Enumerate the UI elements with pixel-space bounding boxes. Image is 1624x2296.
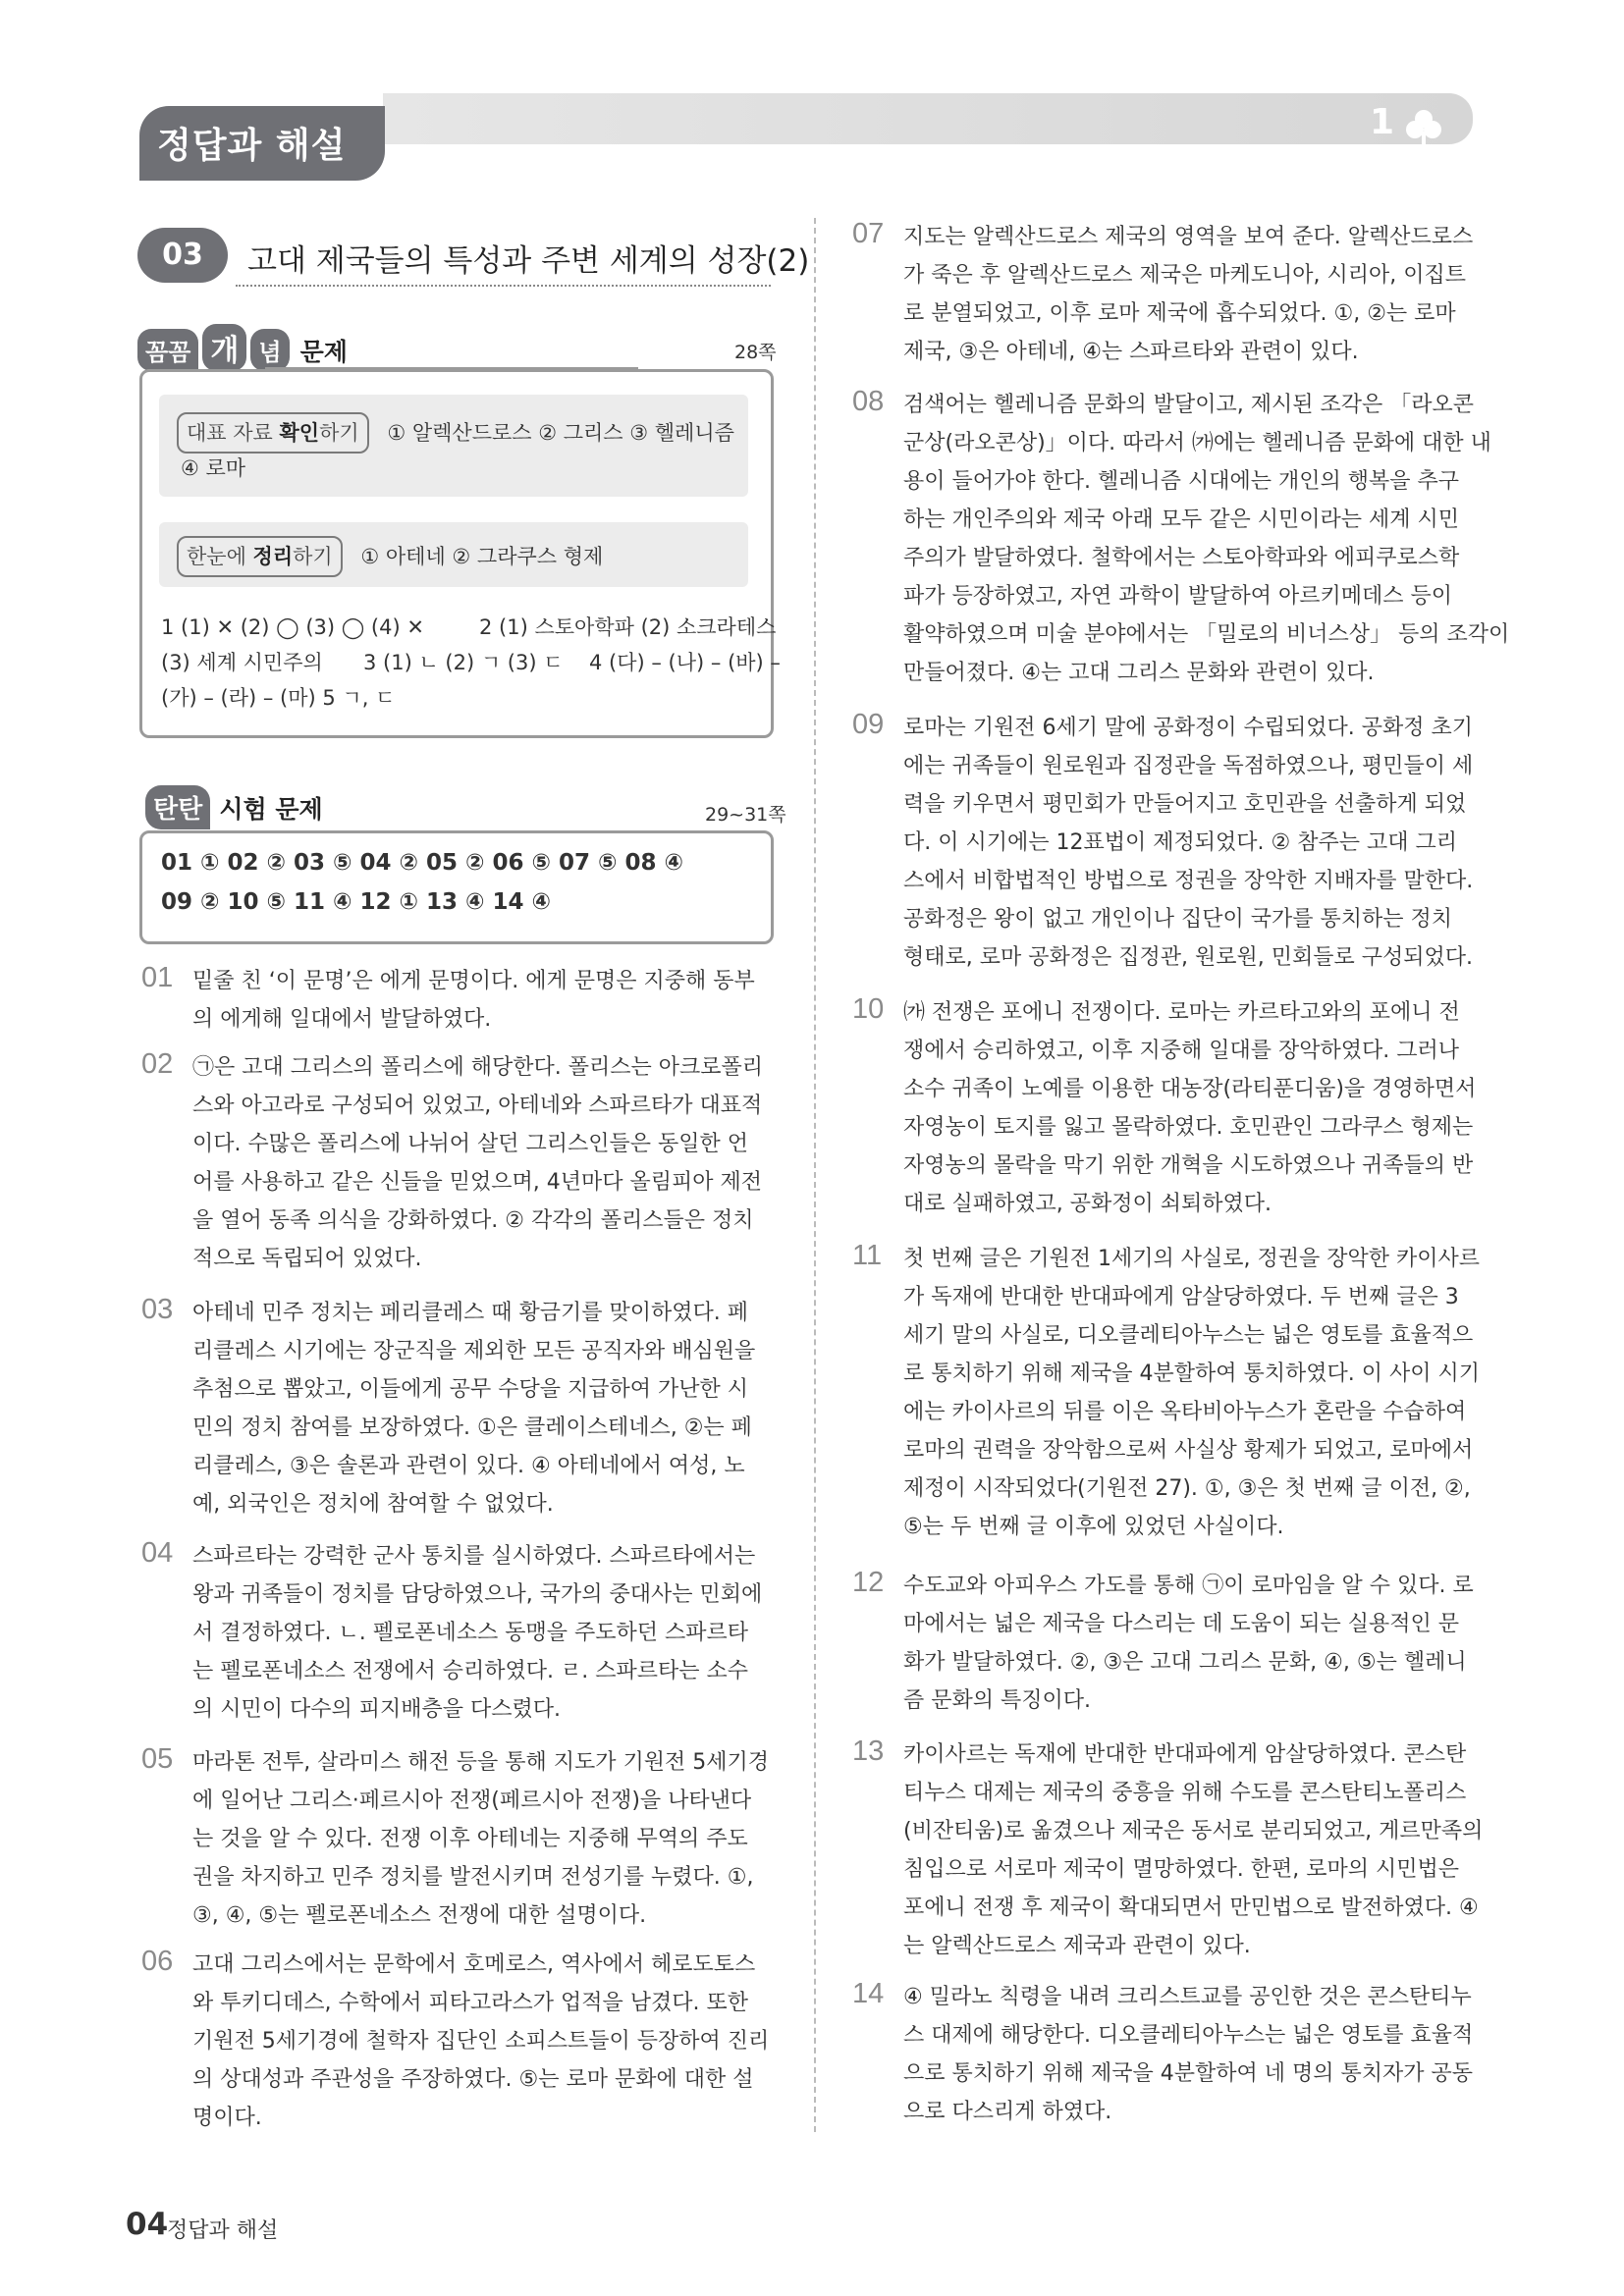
explanation-line: 에 일어난 그리스·페르시아 전쟁(페르시아 전쟁)을 나타낸다 bbox=[192, 1789, 752, 1813]
explanation-line: ㉠은 고대 그리스의 폴리스에 해당한다. 폴리스는 아크로폴리 bbox=[192, 1055, 764, 1080]
explanation-line: 에는 카이사르의 뒤를 이은 옥타비아누스가 혼란을 수습하여 bbox=[903, 1400, 1467, 1424]
explanation-line: 적으로 독립되어 있었다. bbox=[192, 1247, 422, 1271]
explanation-line: 즘 문화의 특징이다. bbox=[903, 1688, 1091, 1713]
concept-answer-3: (3) 세계 시민주의 bbox=[161, 651, 323, 674]
explanation-line: 서 결정하였다. ㄴ. 펠로폰네소스 동맹을 주도하던 스파르타 bbox=[192, 1621, 748, 1645]
explanation-line: 자영농의 몰락을 막기 위한 개혁을 시도하였으나 귀족들의 반 bbox=[903, 1153, 1474, 1178]
concept-answer-5: 4 (다) – (나) – (바) – bbox=[589, 651, 781, 674]
explanation-number: 02 bbox=[141, 1048, 174, 1080]
explanation-line: 포에니 전쟁 후 제국이 확대되면서 만민법으로 발전하였다. ④ bbox=[903, 1896, 1479, 1920]
explanation-line: 자영농이 토지를 잃고 몰락하였다. 호민관인 그라쿠스 형제는 bbox=[903, 1115, 1474, 1140]
explanation-line: 만들어졌다. ④는 고대 그리스 문화와 관련이 있다. bbox=[903, 661, 1375, 685]
concept-answer-2: 2 (1) 스토아학파 (2) 소크라테스 bbox=[479, 615, 777, 639]
explanation-line: 카이사르는 독재에 반대한 반대파에게 암살당하였다. 콘스탄 bbox=[903, 1742, 1467, 1767]
explanation-line: 마라톤 전투, 살라미스 해전 등을 통해 지도가 기원전 5세기경 bbox=[192, 1750, 769, 1775]
explanation-line: ④ 밀라노 칙령을 내려 크리스트교를 공인한 것은 콘스탄티누 bbox=[903, 1985, 1472, 2009]
explanation-line: 의 시민이 다수의 피지배층을 다스렸다. bbox=[192, 1697, 561, 1722]
explanation-line: 티누스 대제는 제국의 중흥을 위해 수도를 콘스탄티노폴리스 bbox=[903, 1781, 1467, 1805]
summary-tag: 한눈에 정리하기 bbox=[177, 536, 343, 577]
review-answer-2: ④ 로마 bbox=[181, 456, 246, 480]
section-underline bbox=[236, 285, 771, 287]
explanation-line: 쟁에서 승리하였고, 이후 지중해 일대를 장악하였다. 그러나 bbox=[903, 1039, 1459, 1063]
explanation-number: 03 bbox=[141, 1294, 174, 1325]
concept-answer-4: 3 (1) ㄴ (2) ㄱ (3) ㄷ bbox=[363, 651, 564, 674]
explanation-line: 대로 실패하였고, 공화정이 쇠퇴하였다. bbox=[903, 1192, 1272, 1216]
concept-label: 꼼꼼 개 념 문제 bbox=[137, 324, 348, 371]
explanation-text bbox=[903, 709, 1481, 977]
header-bar bbox=[383, 93, 1473, 144]
explanation-number: 01 bbox=[141, 962, 174, 993]
explanation-line: 공화정은 왕이 없고 개인이나 집단이 국가를 통치하는 정치 bbox=[903, 907, 1453, 932]
explanation-text bbox=[903, 1567, 1481, 1720]
explanation-line: 군상(라오콘상)」이다. 따라서 ㈎에는 헬레니즘 문화에 대한 내 bbox=[903, 431, 1491, 455]
footer-page-number: 04 bbox=[126, 2207, 169, 2242]
explanation-line: 력을 키우면서 평민회가 만들어지고 호민관을 선출하게 되었 bbox=[903, 792, 1467, 817]
explanation-line: 민의 정치 참여를 보장하였다. ①은 클레이스테네스, ②는 페 bbox=[192, 1415, 752, 1440]
explanation-number: 12 bbox=[852, 1567, 885, 1598]
explanation-number: 05 bbox=[141, 1743, 174, 1775]
explanation-line: 가 죽은 후 알렉산드로스 제국은 마케도니아, 시리아, 이집트 bbox=[903, 263, 1466, 288]
section-badge: 03 bbox=[137, 228, 228, 283]
explanation-number: 14 bbox=[852, 1978, 885, 2009]
explanation-line: 첫 번째 글은 기원전 1세기의 사실로, 정권을 장악한 카이사르 bbox=[903, 1247, 1480, 1271]
explanation-number: 13 bbox=[852, 1735, 885, 1767]
explanation-line: 제정이 시작되었다(기원전 27). ①, ③은 첫 번째 글 이전, ②, bbox=[903, 1476, 1471, 1501]
explanation-line: 수도교와 아피우스 가도를 통해 ㉠이 로마임을 알 수 있다. 로 bbox=[903, 1574, 1474, 1598]
explanation-text bbox=[903, 1240, 1481, 1546]
explanation-line: 침입으로 서로마 제국이 멸망하였다. 한편, 로마의 시민법은 bbox=[903, 1857, 1459, 1882]
exam-page-ref: 29~31쪽 bbox=[705, 804, 786, 826]
explanation-line: 로 분열되었고, 이후 로마 제국에 흡수되었다. ①, ②는 로마 bbox=[903, 301, 1456, 326]
explanation-line: 활약하였으며 미술 분야에서는 「밀로의 비너스상」 등의 조각이 bbox=[903, 622, 1510, 647]
explanation-line: ㈎ 전쟁은 포에니 전쟁이다. 로마는 카르타고와의 포에니 전 bbox=[903, 1000, 1460, 1025]
explanation-line: 기원전 5세기경에 철학자 집단인 소피스트들이 등장하여 진리 bbox=[192, 2029, 770, 2054]
header-number: 1 bbox=[1370, 102, 1395, 142]
explanation-line: 세기 말의 사실로, 디오클레티아누스는 넓은 영토를 효율적으 bbox=[903, 1323, 1474, 1348]
explanation-line: 아테네 민주 정치는 페리클레스 때 황금기를 맞이하였다. 페 bbox=[192, 1301, 748, 1325]
explanation-line: 권을 차지하고 민주 정치를 발전시키며 전성기를 누렸다. ①, bbox=[192, 1865, 754, 1890]
explanation-line: 와 투키디데스, 수학에서 피타고라스가 업적을 남겼다. 또한 bbox=[192, 1991, 748, 2015]
review-row bbox=[177, 412, 734, 454]
explanation-line: 다. 이 시기에는 12표법이 제정되었다. ② 참주는 고대 그리 bbox=[903, 830, 1457, 855]
explanation-line: 가 독재에 반대한 반대파에게 암살당하였다. 두 번째 글은 3 bbox=[903, 1285, 1459, 1309]
explanation-line: 명이다. bbox=[192, 2106, 262, 2130]
explanation-line: 스와 아고라로 구성되어 있었고, 아테네와 스파르타가 대표적 bbox=[192, 1094, 763, 1118]
explanation-line: 스 대제에 해당한다. 디오클레티아누스는 넓은 영토를 효율적 bbox=[903, 2023, 1474, 2048]
footer-label: 정답과 해설 bbox=[167, 2218, 279, 2243]
exam-label: 탄탄 시험 문제 bbox=[145, 785, 323, 829]
review-answer-1: ① 알렉산드로스 ② 그리스 ③ 헬레니즘 bbox=[387, 421, 734, 445]
explanation-line: 로마의 권력을 장악함으로써 사실상 황제가 되었고, 로마에서 bbox=[903, 1438, 1474, 1463]
explanation-line: 리클레스, ③은 솔론과 관련이 있다. ④ 아테네에서 여성, 노 bbox=[192, 1454, 745, 1478]
explanation-text bbox=[192, 962, 770, 1039]
review-tag: 대표 자료 확인하기 bbox=[177, 412, 369, 454]
explanation-line: ③, ④, ⑤는 펠로폰네소스 전쟁에 대한 설명이다. bbox=[192, 1903, 647, 1928]
explanation-line: 용이 들어가야 한다. 헬레니즘 시대에는 개인의 행복을 추구 bbox=[903, 469, 1459, 494]
summary-row bbox=[177, 536, 603, 577]
column-divider bbox=[814, 218, 816, 2132]
explanation-line: 고대 그리스에서는 문학에서 호메로스, 역사에서 헤로도토스 bbox=[192, 1952, 756, 1977]
explanation-number: 09 bbox=[852, 709, 885, 740]
explanation-line: 형태로, 로마 공화정은 집정관, 원로원, 민회들로 구성되었다. bbox=[903, 945, 1473, 970]
explanation-line: 제국, ③은 아테네, ④는 스파르타와 관련이 있다. bbox=[903, 340, 1359, 364]
explanation-line: 예, 외국인은 정치에 참여할 수 없었다. bbox=[192, 1492, 554, 1517]
header-title: 정답과 해설 bbox=[157, 126, 347, 166]
explanation-line: 검색어는 헬레니즘 문화의 발달이고, 제시된 조각은 「라오콘 bbox=[903, 393, 1475, 417]
explanation-text bbox=[903, 993, 1481, 1223]
explanation-line: 파가 등장하였고, 자연 과학이 발달하여 아르키메데스 등이 bbox=[903, 584, 1453, 609]
exam-answers-row-2: 09 ② 10 ⑤ 11 ④ 12 ① 13 ④ 14 ④ bbox=[161, 889, 551, 915]
explanation-number: 07 bbox=[852, 218, 885, 249]
explanation-text bbox=[903, 386, 1510, 692]
explanation-text bbox=[903, 1978, 1481, 2131]
explanation-number: 06 bbox=[141, 1946, 174, 1977]
clover-icon bbox=[1404, 108, 1443, 147]
explanation-line: (비잔티움)로 옮겼으나 제국은 동서로 분리되었고, 게르만족의 bbox=[903, 1819, 1484, 1843]
explanation-line: 을 열어 동족 의식을 강화하였다. ② 각각의 폴리스들은 정치 bbox=[192, 1208, 754, 1233]
explanation-line: 로마는 기원전 6세기 말에 공화정이 수립되었다. 공화정 초기 bbox=[903, 716, 1473, 740]
concept-answer-6: (가) – (라) – (마) 5 ㄱ, ㄷ bbox=[161, 686, 396, 710]
explanation-line: ⑤는 두 번째 글 이후에 있었던 사실이다. bbox=[903, 1515, 1284, 1539]
explanation-line: 스에서 비합법적인 방법으로 정권을 장악한 지배자를 말한다. bbox=[903, 869, 1474, 893]
explanation-number: 04 bbox=[141, 1537, 174, 1569]
summary-answer: ① 아테네 ② 그라쿠스 형제 bbox=[360, 545, 604, 568]
section-title: 고대 제국들의 특성과 주변 세계의 성장(2) bbox=[247, 243, 810, 279]
explanation-line: 의 상대성과 주관성을 주장하였다. ⑤는 로마 문화에 대한 설 bbox=[192, 2067, 754, 2092]
explanation-text bbox=[192, 1048, 770, 1278]
explanation-line: 왕과 귀족들이 정치를 담당하였으나, 국가의 중대사는 민회에 bbox=[192, 1582, 763, 1607]
explanation-line: 는 펠로폰네소스 전쟁에서 승리하였다. ㄹ. 스파르타는 소수 bbox=[192, 1659, 748, 1683]
explanation-line: 는 알렉산드로스 제국과 관련이 있다. bbox=[903, 1934, 1251, 1958]
explanation-line: 소수 귀족이 노예를 이용한 대농장(라티푼디움)을 경영하면서 bbox=[903, 1077, 1477, 1101]
explanation-text bbox=[192, 1537, 770, 1729]
explanation-number: 11 bbox=[852, 1240, 883, 1271]
explanation-line: 어를 사용하고 같은 신들을 믿었으며, 4년마다 올림피아 제전 bbox=[192, 1170, 762, 1195]
explanation-line: 에는 귀족들이 원로원과 집정관을 독점하였으나, 평민들이 세 bbox=[903, 754, 1474, 778]
explanation-line: 는 것을 알 수 있다. 전쟁 이후 아테네는 지중해 무역의 주도 bbox=[192, 1827, 748, 1851]
explanation-text bbox=[192, 1743, 770, 1935]
explanation-line: 이다. 수많은 폴리스에 나뉘어 살던 그리스인들은 동일한 언 bbox=[192, 1132, 748, 1156]
explanation-text bbox=[903, 1735, 1484, 1965]
exam-answers-row-1: 01 ① 02 ② 03 ⑤ 04 ② 05 ② 06 ⑤ 07 ⑤ 08 ④ bbox=[161, 850, 683, 876]
explanation-line: 지도는 알렉산드로스 제국의 영역을 보여 준다. 알렉산드로스 bbox=[903, 225, 1474, 249]
explanation-line: 화가 발달하였다. ②, ③은 고대 그리스 문화, ④, ⑤는 헬레니 bbox=[903, 1650, 1467, 1675]
explanation-line: 밑줄 친 ‘이 문명’은 에게 문명이다. 에게 문명은 지중해 동부 bbox=[192, 969, 755, 993]
explanation-text bbox=[192, 1294, 770, 1523]
explanation-text bbox=[903, 218, 1481, 371]
explanation-line: 하는 개인주의와 제국 아래 모두 같은 시민이라는 세계 시민 bbox=[903, 507, 1459, 532]
explanation-text bbox=[192, 1946, 770, 2137]
explanation-line: 마에서는 넓은 제국을 다스리는 데 도움이 되는 실용적인 문 bbox=[903, 1612, 1459, 1636]
explanation-line: 로 통치하기 위해 제국을 4분할하여 통치하였다. 이 사이 시기 bbox=[903, 1362, 1480, 1386]
explanation-line: 으로 통치하기 위해 제국을 4분할하여 네 명의 통치자가 공동 bbox=[903, 2061, 1473, 2086]
explanation-line: 리클레스 시기에는 장군직을 제외한 모든 공직자와 배심원을 bbox=[192, 1339, 756, 1363]
explanation-number: 10 bbox=[852, 993, 885, 1025]
explanation-line: 스파르타는 강력한 군사 통치를 실시하였다. 스파르타에서는 bbox=[192, 1544, 756, 1569]
explanation-line: 주의가 발달하였다. 철학에서는 스토아학파와 에피쿠로스학 bbox=[903, 546, 1460, 570]
explanation-line: 추첨으로 뽑았고, 이들에게 공무 수당을 지급하여 가난한 시 bbox=[192, 1377, 748, 1402]
concept-page-ref: 28쪽 bbox=[734, 342, 777, 363]
explanation-line: 의 에게해 일대에서 발달하였다. bbox=[192, 1007, 492, 1032]
explanation-number: 08 bbox=[852, 386, 885, 417]
concept-answer-1: 1 (1) ✕ (2) ◯ (3) ◯ (4) ✕ bbox=[161, 615, 424, 639]
explanation-line: 으로 다스리게 하였다. bbox=[903, 2100, 1112, 2124]
